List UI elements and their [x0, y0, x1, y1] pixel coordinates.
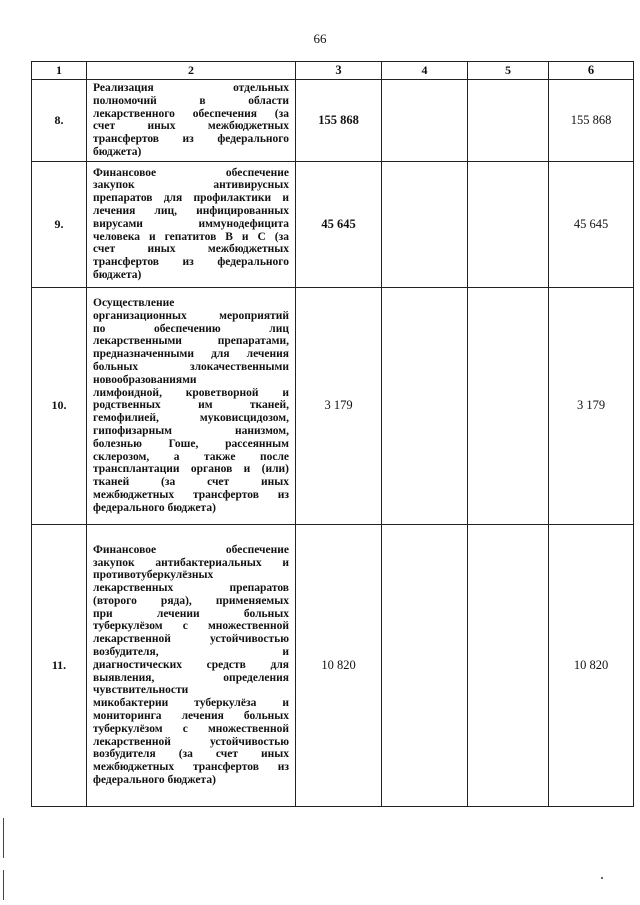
description-line: туберкулёзом с множественной	[93, 620, 289, 633]
description-line: счет иных межбюджетных	[93, 120, 289, 133]
row-number: 10.	[32, 287, 87, 524]
description-line: тканей (за счет иных	[93, 476, 289, 489]
description-line: лечения лиц, инфицированных	[93, 205, 289, 218]
row-value-col-5	[468, 80, 549, 162]
row-value-col-6: 155 868	[549, 80, 634, 162]
description-line: счет иных межбюджетных	[93, 243, 289, 256]
description-line: лекарственной устойчивостью	[93, 633, 289, 646]
row-description	[87, 287, 296, 524]
description-line: (второго ряда), применяемых	[93, 594, 289, 607]
row-value-col-3: 155 868	[296, 80, 382, 162]
scan-margin-mark	[3, 870, 4, 900]
description-line: микобактерии туберкулёза и	[93, 697, 289, 710]
table-row	[32, 80, 634, 162]
row-value-col-5	[468, 287, 549, 524]
header-col-4: 4	[382, 62, 468, 80]
page-number: 66	[313, 31, 327, 46]
row-value-col-4	[382, 80, 468, 162]
description-line: болезнью Гоше, рассеянным	[93, 437, 289, 450]
table-row	[32, 287, 634, 524]
description-line: трансфертов из федерального	[93, 133, 289, 146]
row-value-col-6: 10 820	[549, 524, 634, 806]
description-line: федерального бюджета)	[93, 501, 216, 514]
row-value-col-6: 3 179	[549, 287, 634, 524]
description-line: склерозом, а также после	[93, 450, 289, 463]
description-line: трансфертов из федерального	[93, 256, 289, 269]
row-number: 9.	[32, 161, 87, 287]
row-value-col-3: 3 179	[296, 287, 382, 524]
description-line: противотуберкулёзных	[93, 569, 214, 582]
description-line: вирусами иммунодефицита	[93, 217, 289, 230]
header-col-1: 1	[32, 62, 87, 80]
row-number: 11.	[32, 524, 87, 806]
description-line: лекарственными препаратами,	[93, 335, 289, 348]
description-line: закупок антивирусных	[93, 179, 289, 192]
row-description	[87, 524, 296, 806]
row-description	[87, 80, 296, 162]
table-row	[32, 161, 634, 287]
table-row	[32, 524, 634, 806]
description-line: лекарственных препаратов	[93, 582, 289, 595]
description-line: выявления, определения	[93, 671, 289, 684]
header-col-6: 6	[549, 62, 634, 80]
row-value-col-6: 45 645	[549, 161, 634, 287]
header-col-3: 3	[296, 62, 382, 80]
header-col-2: 2	[87, 62, 296, 80]
description-line: Финансовое обеспечение	[93, 543, 289, 556]
scan-margin-mark	[3, 818, 4, 858]
description-line: человека и гепатитов В и С (за	[93, 230, 289, 243]
description-line: гемофилией, муковисцидозом,	[93, 412, 289, 425]
row-value-col-4	[382, 161, 468, 287]
description-line: препаратов для профилактики и	[93, 192, 289, 205]
description-line: Финансовое обеспечение	[93, 166, 289, 179]
description-line: больных злокачественными	[93, 360, 289, 373]
description-line: новообразованиями	[93, 373, 197, 386]
description-line: бюджета)	[93, 269, 142, 282]
description-line: предназначенными для лечения	[93, 348, 289, 361]
description-line: по обеспечению лиц	[93, 322, 289, 335]
header-col-5: 5	[468, 62, 549, 80]
row-value-col-5	[468, 161, 549, 287]
budget-table	[31, 61, 634, 807]
description-line: гипофизарным нанизмом,	[93, 424, 289, 437]
row-value-col-5	[468, 524, 549, 806]
row-value-col-4	[382, 524, 468, 806]
description-line: туберкулёзом с множественной	[93, 722, 289, 735]
description-line: межбюджетных трансфертов из	[93, 488, 289, 501]
description-line: Реализация отдельных	[93, 82, 289, 94]
row-value-col-4	[382, 287, 468, 524]
description-line: федерального бюджета)	[93, 774, 216, 787]
description-line: бюджета)	[93, 145, 142, 158]
description-line: родственных им тканей,	[93, 399, 289, 412]
row-number: 8.	[32, 80, 87, 162]
description-line: лекарственной устойчивостью	[93, 735, 289, 748]
row-value-col-3: 10 820	[296, 524, 382, 806]
description-line: межбюджетных трансфертов из	[93, 761, 289, 774]
description-line: чувствительности	[93, 684, 189, 697]
description-line: организационных мероприятий	[93, 309, 289, 322]
table-header-row	[32, 62, 634, 80]
description-line: лекарственного обеспечения (за	[93, 107, 289, 120]
row-description	[87, 161, 296, 287]
description-line: закупок антибактериальных и	[93, 556, 289, 569]
description-line: при лечении больных	[93, 607, 289, 620]
description-line: возбудителя, и	[93, 646, 289, 659]
description-line: трансплантации органов и (или)	[93, 463, 289, 476]
description-line: диагностических средств для	[93, 658, 289, 671]
description-line: возбудителя (за счет иных	[93, 748, 289, 761]
description-line: Осуществление	[93, 297, 175, 309]
description-line: полномочий в области	[93, 94, 289, 107]
scan-speck	[601, 877, 603, 879]
description-line: мониторинга лечения больных	[93, 710, 289, 723]
description-line: лимфоидной, кроветворной и	[93, 386, 289, 399]
row-value-col-3: 45 645	[296, 161, 382, 287]
